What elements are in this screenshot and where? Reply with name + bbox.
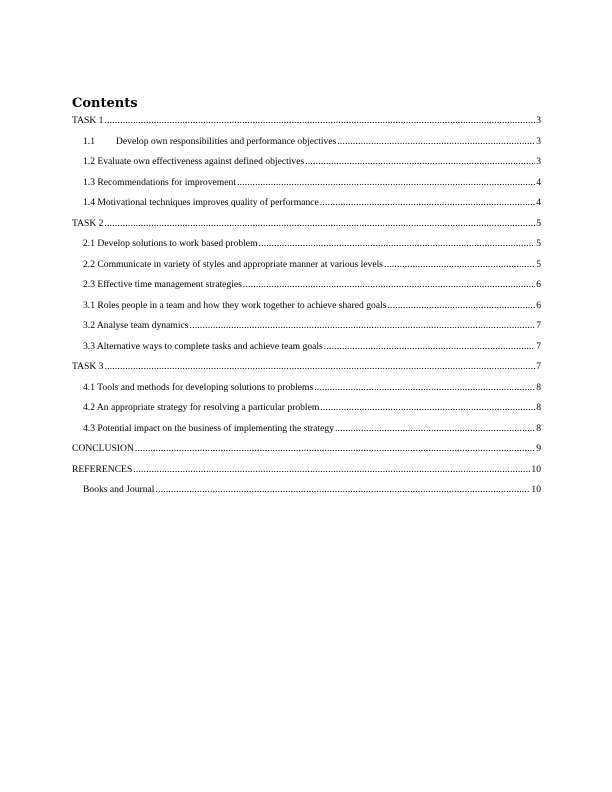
dot-leader [305, 156, 535, 167]
toc-page-number: 4 [536, 176, 541, 188]
toc-entry-text: CONCLUSION [72, 443, 134, 454]
toc-page-number: 7 [536, 361, 541, 372]
toc-page-number: 10 [531, 463, 541, 475]
toc-entry-4-2[interactable] [72, 402, 541, 423]
toc-entry-text: 4.1 Tools and methods for developing solutions to problems [83, 381, 314, 393]
toc-entry-3-1[interactable] [72, 300, 541, 321]
dot-leader [104, 218, 535, 229]
toc-page-number: 3 [536, 135, 541, 147]
dot-leader [155, 484, 530, 495]
toc-page-number: 5 [536, 217, 541, 229]
toc-entry-text: 3.3 Alternative ways to complete tasks and achieve team goals [83, 340, 323, 352]
toc-entry-task-3[interactable] [72, 361, 541, 382]
toc-entry-text: 2.1 Develop solutions to work based problem [83, 238, 258, 249]
toc-entry-references[interactable] [72, 464, 541, 485]
dot-leader [259, 238, 536, 249]
toc-entry-text: TASK 3 [72, 361, 104, 372]
toc-entry-conclusion[interactable] [72, 443, 541, 464]
toc-page-number: 8 [536, 381, 541, 393]
toc-page-number: 10 [531, 484, 541, 495]
toc-entry-text: 1.2 Evaluate own effectiveness against defined objectives [83, 156, 305, 167]
toc-page-number: 6 [536, 279, 541, 290]
toc-entry-task-1[interactable] [72, 115, 541, 136]
toc-entry-number: 1.1 [83, 135, 95, 147]
dot-leader [324, 341, 535, 352]
dot-leader [237, 177, 535, 188]
toc-entry-text: 2.3 Effective time management strategies [83, 279, 242, 290]
dot-leader [384, 259, 535, 270]
toc-entry-text: 1.4 Motivational techniques improves quality of performance [83, 197, 319, 208]
toc-page-number: 7 [536, 340, 541, 352]
toc-entry-text: 4.3 Potential impact on the business of implementing the strategy [83, 422, 334, 434]
dot-leader [104, 115, 535, 126]
toc-entry-text: REFERENCES [72, 463, 133, 475]
dot-leader [387, 300, 535, 311]
toc-page-number: 5 [536, 258, 541, 270]
toc-page-number: 7 [536, 320, 541, 331]
toc-entry-1-4[interactable] [72, 197, 541, 218]
toc-list [72, 115, 541, 505]
toc-entry-2-1[interactable] [72, 238, 541, 259]
toc-entry-2-2[interactable] [72, 259, 541, 280]
toc-page-number: 9 [536, 443, 541, 454]
dot-leader [314, 382, 535, 393]
toc-page-number: 3 [536, 156, 541, 167]
toc-page-number: 5 [536, 238, 541, 249]
toc-entry-task-2[interactable] [72, 218, 541, 239]
dot-leader [320, 402, 535, 413]
dot-leader [243, 279, 535, 290]
toc-page-number: 8 [536, 422, 541, 434]
toc-entry-books-and-journal[interactable] [72, 484, 541, 505]
toc-page-number: 3 [536, 115, 541, 126]
toc-page-number: 8 [536, 402, 541, 413]
toc-entry-title: Develop own responsibilities and performance objectives [116, 135, 337, 147]
toc-entry-text: Books and Journal [83, 484, 155, 495]
toc-page-number: 4 [536, 197, 541, 208]
dot-leader [190, 320, 536, 331]
toc-entry-text [83, 136, 336, 147]
dot-leader [320, 197, 535, 208]
toc-entry-text: TASK 1 [72, 115, 104, 126]
dot-leader [335, 423, 535, 434]
toc-entry-text: 4.2 An appropriate strategy for resolving a particular problem [83, 402, 320, 413]
toc-entry-4-3[interactable] [72, 423, 541, 444]
toc-entry-text: 3.2 Analyse team dynamics [83, 320, 189, 331]
toc-entry-4-1[interactable] [72, 382, 541, 403]
dot-leader [337, 136, 535, 147]
dot-leader [133, 464, 530, 475]
toc-entry-1-1[interactable] [72, 136, 541, 157]
toc-heading: Contents [72, 96, 138, 111]
toc-entry-1-2[interactable] [72, 156, 541, 177]
toc-entry-3-3[interactable] [72, 341, 541, 362]
dot-leader [135, 443, 535, 454]
table-of-contents [72, 96, 541, 505]
toc-entry-text: 1.3 Recommendations for improvement [83, 176, 236, 188]
toc-entry-1-3[interactable] [72, 177, 541, 198]
dot-leader [104, 361, 535, 372]
toc-entry-2-3[interactable] [72, 279, 541, 300]
toc-entry-3-2[interactable] [72, 320, 541, 341]
toc-entry-text: 3.1 Roles people in a team and how they work together to achieve shared goals [83, 299, 387, 311]
toc-page-number: 6 [536, 299, 541, 311]
toc-entry-text: 2.2 Communicate in variety of styles and appropriate manner at various levels [83, 258, 383, 270]
toc-entry-text: TASK 2 [72, 217, 104, 229]
